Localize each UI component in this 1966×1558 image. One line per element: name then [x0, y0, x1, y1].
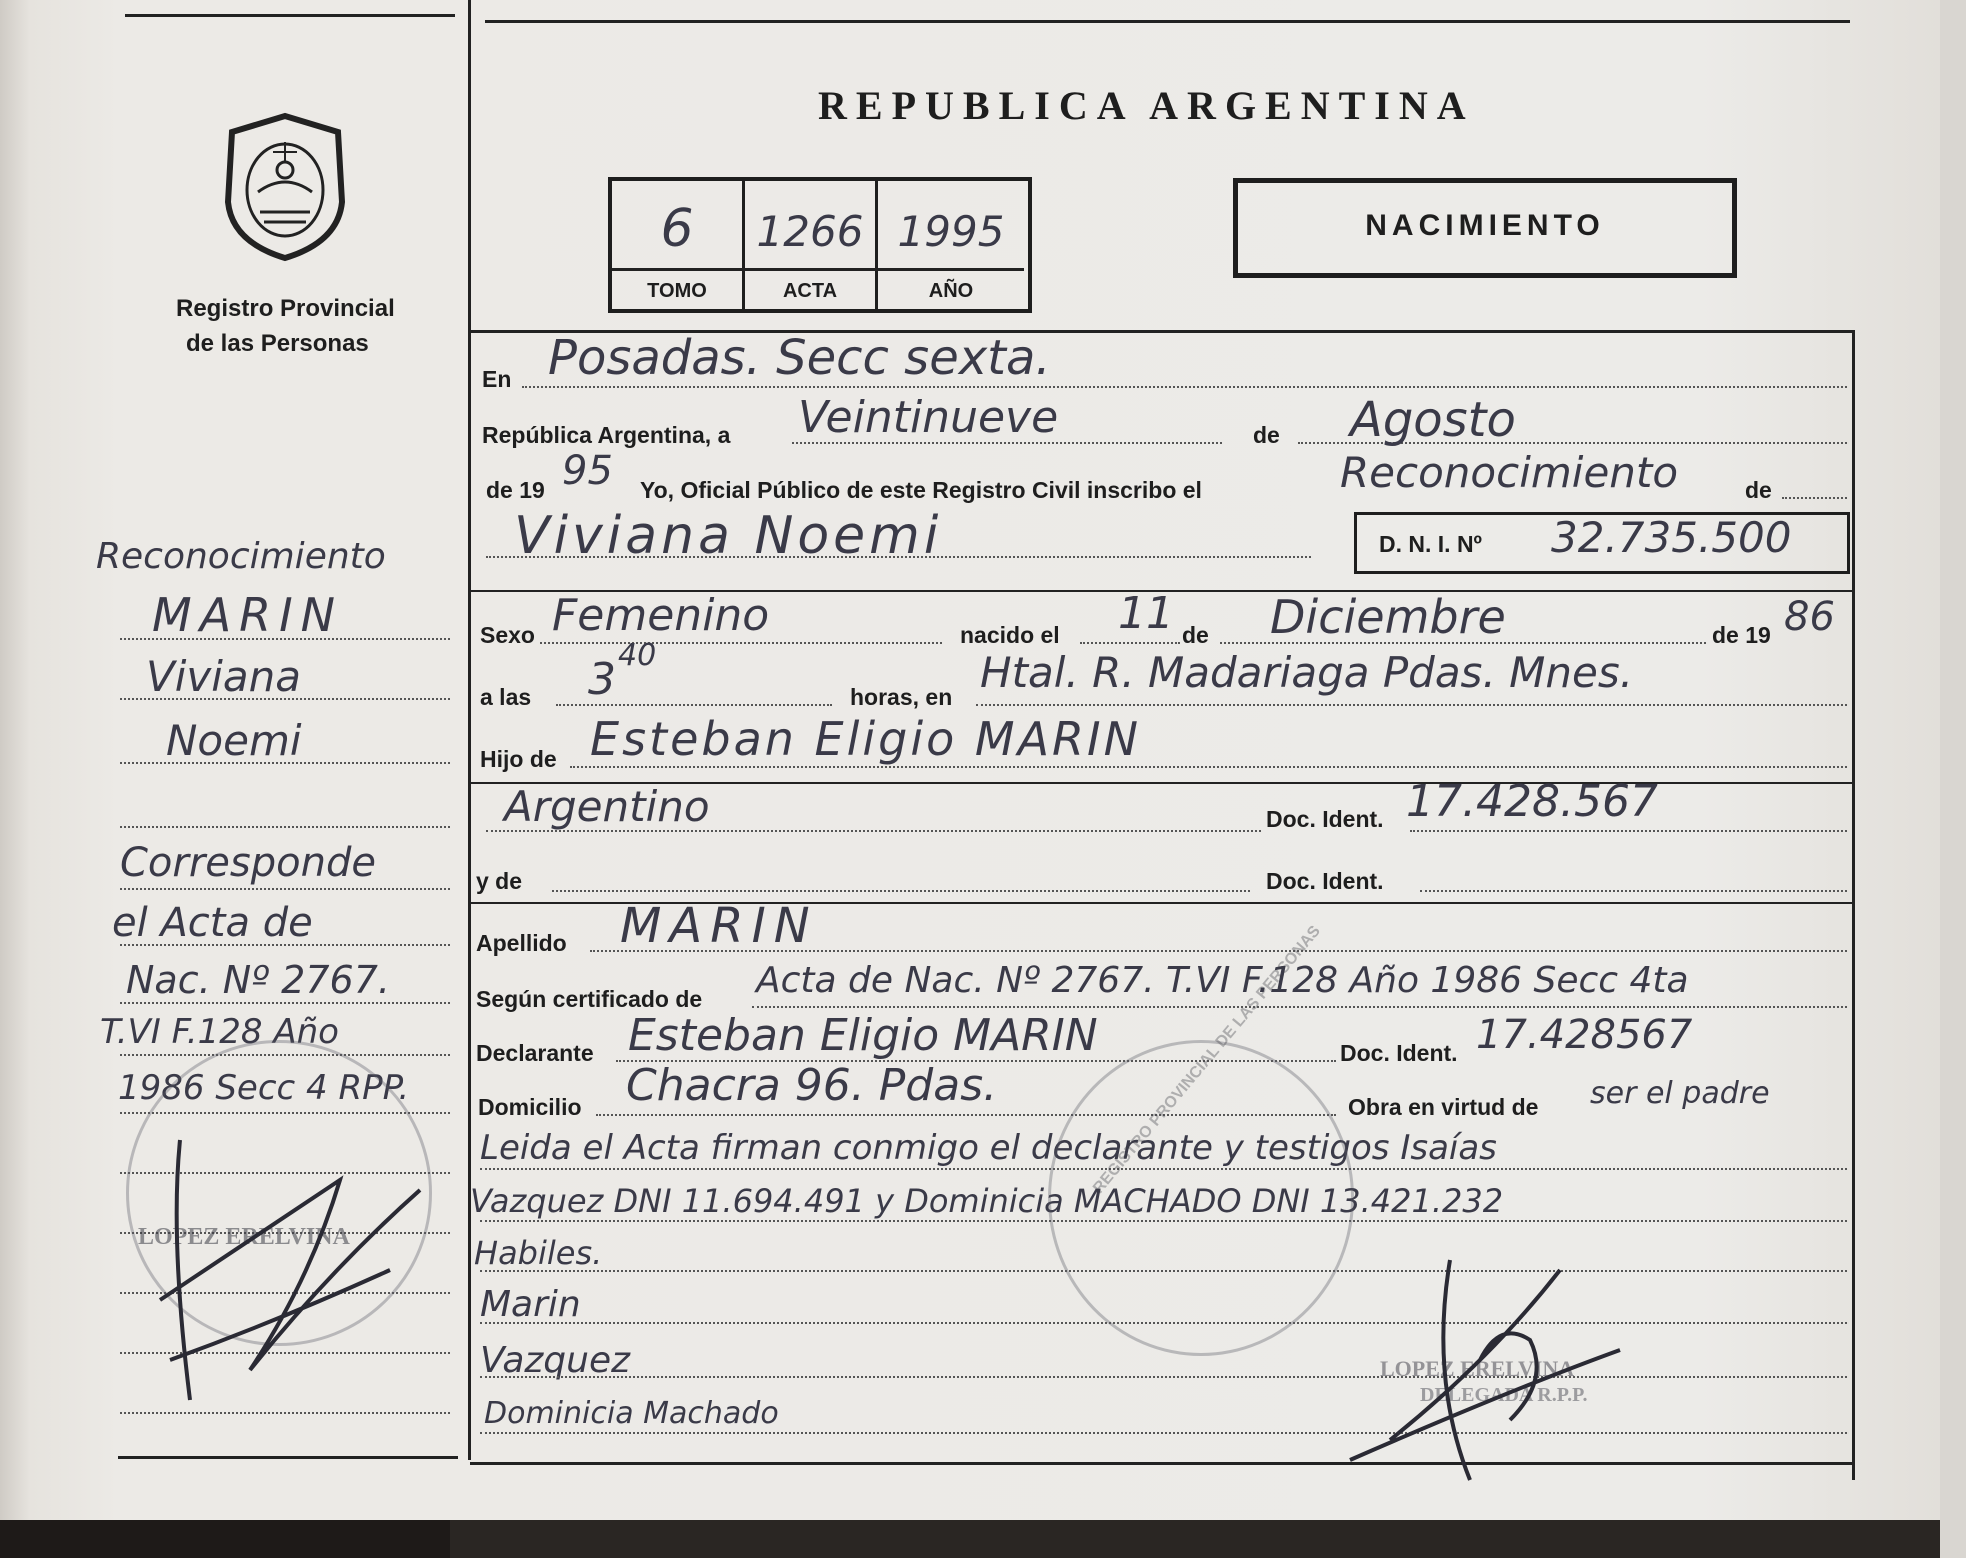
- province-seal: [218, 112, 352, 262]
- record-box-divider: [612, 268, 1024, 271]
- left-stamp-text: LOPEZ ERELVINA: [138, 1224, 350, 1250]
- label-de-end: de: [1745, 477, 1772, 503]
- hand-line-c: Habiles.: [474, 1234, 603, 1272]
- margin-dots-2: [120, 638, 450, 640]
- label-dni: D. N. I. Nº: [1379, 531, 1482, 557]
- label-obra-virtud: Obra en virtud de: [1348, 1094, 1539, 1120]
- hand-signature-3: Dominicia Machado: [484, 1396, 779, 1431]
- left-official-signature: [130, 1120, 430, 1420]
- margin-note-6: el Acta de: [112, 900, 313, 946]
- label-republica: República Argentina, a: [482, 422, 731, 448]
- dots-name: [486, 556, 1311, 558]
- margin-dots-4b: [120, 826, 450, 828]
- dots-sig-2: [480, 1376, 1847, 1378]
- bottom-rule-left: [118, 1456, 458, 1459]
- dots-birth-day: [1080, 642, 1180, 644]
- label-domicilio: Domicilio: [478, 1094, 582, 1120]
- label-de-19: de 19: [486, 477, 545, 503]
- hand-birth-month: Diciembre: [1270, 590, 1506, 644]
- dots-hour: [556, 704, 832, 706]
- label-yo-oficial: Yo, Oficial Público de este Registro Civil inscribo el: [640, 477, 1202, 503]
- dots-surname: [590, 950, 1847, 952]
- label-de-birth: de: [1182, 622, 1209, 648]
- column-divider: [468, 0, 471, 1460]
- ano-value: 1995: [897, 207, 1005, 256]
- right-stamp-text-2: DELEGADA R.P.P.: [1420, 1384, 1588, 1406]
- hand-hour: 3: [588, 654, 616, 705]
- hand-declarant: Esteban Eligio MARIN: [628, 1010, 1098, 1061]
- hand-month: Agosto: [1350, 392, 1516, 448]
- label-segun-cert: Según certificado de: [476, 986, 703, 1012]
- label-y-de: y de: [476, 868, 523, 894]
- label-horas-en: horas, en: [850, 684, 953, 710]
- right-edge: [1940, 0, 1966, 1558]
- label-apellido: Apellido: [476, 930, 567, 956]
- top-rule-right: [485, 20, 1850, 23]
- top-rule-left: [125, 14, 455, 17]
- right-border: [1852, 330, 1855, 1480]
- dots-birth-place: [976, 704, 1847, 706]
- margin-note-7: Nac. Nº 2767.: [126, 958, 390, 1002]
- hand-father: Esteban Eligio MARIN: [590, 712, 1141, 766]
- hand-day-words: Veintinueve: [798, 392, 1059, 443]
- hand-birth-day: 11: [1118, 588, 1174, 639]
- registry-name-line1: Registro Provincial: [176, 295, 395, 322]
- label-a-las: a las: [480, 684, 532, 710]
- hand-signature-2: Vazquez: [480, 1340, 630, 1381]
- label-de-month: de: [1253, 422, 1280, 448]
- hand-line-a: Leida el Acta firman conmigo el declarante y testigos Isaías: [480, 1128, 1497, 1168]
- hand-birth-year: 86: [1784, 594, 1835, 640]
- label-doc-ident-mother: Doc. Ident.: [1266, 868, 1384, 894]
- center-round-stamp: [1048, 1040, 1354, 1356]
- label-nacido-el: nacido el: [960, 622, 1060, 648]
- margin-note-4: Noemi: [166, 716, 302, 765]
- record-box: [608, 177, 1032, 313]
- act-type-box: [1233, 178, 1737, 278]
- bottom-rule-right: [470, 1462, 1852, 1465]
- dni-box: [1354, 512, 1850, 574]
- label-hijo-de: Hijo de: [480, 746, 557, 772]
- hand-certificate: Acta de Nac. Nº 2767. T.VI F.128 Año 1986 Secc 4ta: [756, 960, 1689, 1001]
- label-doc-ident: Doc. Ident.: [1266, 806, 1384, 832]
- margin-note-1: Reconocimiento: [96, 536, 386, 577]
- hand-father-doc: 17.428.567: [1406, 776, 1658, 827]
- margin-dots-7: [120, 1002, 450, 1004]
- dots-father: [570, 766, 1847, 768]
- ano-cell: [878, 181, 1024, 309]
- margin-dots-5: [120, 888, 450, 890]
- tomo-value: 6: [660, 199, 694, 259]
- label-de-19-birth: de 19: [1712, 622, 1771, 648]
- hand-address: Chacra 96. Pdas.: [626, 1060, 998, 1111]
- dots-sex: [540, 642, 942, 644]
- dots-birth-month: [1220, 642, 1706, 644]
- hand-birth-place: Htal. R. Madariaga Pdas. Mnes.: [980, 648, 1634, 697]
- margin-dots-4: [120, 762, 450, 764]
- margin-note-2: MARIN: [152, 588, 344, 642]
- hand-declarant-doc: 17.428567: [1476, 1012, 1693, 1058]
- acta-label: ACTA: [782, 280, 838, 302]
- hand-line-b: Vazquez DNI 11.694.491 y Dominicia MACHADO DNI 13.421.232: [470, 1182, 1504, 1220]
- dots-sig-3: [480, 1432, 1847, 1434]
- hand-sex: Femenino: [552, 590, 770, 641]
- tomo-label: TOMO: [647, 280, 707, 302]
- hand-year-suffix: 95: [562, 448, 613, 494]
- acta-cell: [745, 181, 878, 309]
- country-title: REPUBLICA ARGENTINA: [818, 83, 1475, 128]
- hand-minutes: 40: [618, 638, 657, 673]
- hand-signature-1: Marin: [480, 1284, 581, 1325]
- acta-value: 1266: [756, 207, 864, 256]
- hand-dni-value: 32.735.500: [1551, 513, 1792, 562]
- hand-act-kind: Reconocimiento: [1340, 448, 1679, 497]
- registry-name-line2: de las Personas: [186, 330, 369, 357]
- hand-nationality: Argentino: [504, 782, 710, 831]
- right-official-signature: [1330, 1240, 1630, 1490]
- margin-dots-3: [120, 698, 450, 700]
- hand-obra: ser el padre: [1590, 1076, 1770, 1111]
- margin-dots-6: [120, 944, 450, 946]
- dots-father-doc: [1410, 830, 1847, 832]
- act-type-label: NACIMIENTO: [1365, 209, 1605, 242]
- margin-note-8: T.VI F.128 Año: [100, 1012, 339, 1052]
- label-en: En: [482, 366, 512, 392]
- dots-mother: [552, 890, 1250, 892]
- right-stamp-text: LOPEZ ERELVINA: [1380, 1356, 1575, 1381]
- dots-nationality: [486, 830, 1261, 832]
- label-doc-ident-declarant: Doc. Ident.: [1340, 1040, 1458, 1066]
- tomo-cell: [612, 181, 745, 309]
- background-shadow: [0, 1520, 450, 1558]
- margin-note-3: Viviana: [146, 652, 302, 701]
- label-sexo: Sexo: [480, 622, 535, 648]
- hand-name: Viviana Noemi: [514, 506, 943, 566]
- dots-en: [522, 386, 1847, 388]
- dots-de-end: [1782, 497, 1847, 499]
- dots-mother-doc: [1420, 890, 1847, 892]
- label-declarante: Declarante: [476, 1040, 594, 1066]
- hand-surname: MARIN: [620, 898, 818, 954]
- margin-note-9: 1986 Secc 4 RPP.: [118, 1068, 410, 1108]
- dots-certificate: [752, 1006, 1847, 1008]
- hand-place: Posadas. Secc sexta.: [548, 330, 1051, 386]
- ano-label: AÑO: [928, 280, 974, 302]
- margin-note-5: Corresponde: [120, 840, 376, 886]
- center-stamp-text: REGISTRO PROVINCIAL DE LAS PERSONAS: [1090, 922, 1324, 1197]
